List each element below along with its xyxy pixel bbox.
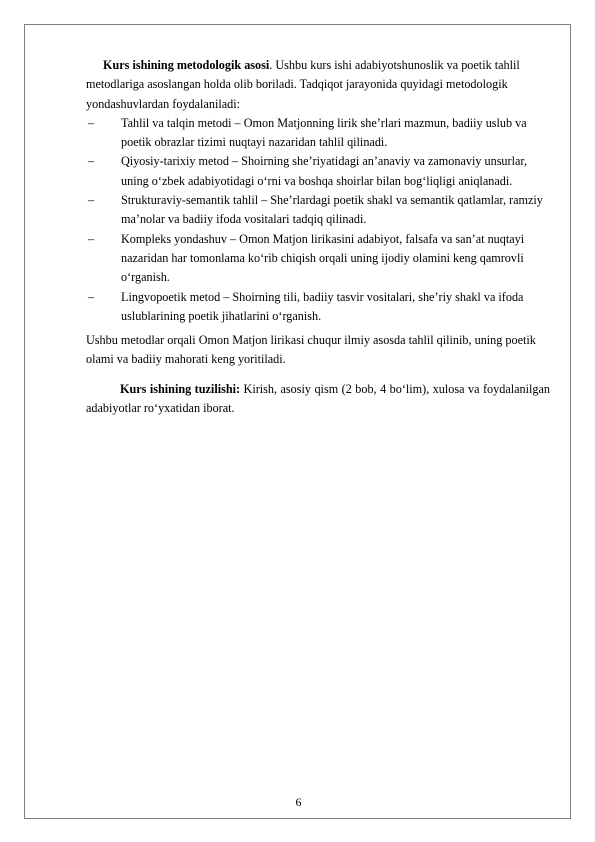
list-item (86, 288, 550, 327)
dash-bullet: – (88, 289, 95, 304)
document-page (24, 24, 571, 819)
page-number: 6 (295, 795, 302, 809)
summary-paragraph: Ushbu metodlar orqali Omon Matjon lirikasi chuqur ilmiy asosda tahlil qilinib, uning poetik olami va badiiy mahorati keng yoritiladi. (86, 333, 536, 367)
structure-text: Kirish, asosiy qism (2 bob, 4 bo‘lim), xulosa va foydalanilgan adabiyotlar ro‘yxatidan iborat. (86, 381, 550, 416)
list-item (86, 191, 550, 230)
method-text: Tahlil va talqin metodi – Omon Matjonning lirik she’rlari mazmun, badiiy uslub va poetik obrazlar tizimi nuqtayi nazaridan tahlil qilinadi. (121, 115, 527, 150)
methodology-text: . Ushbu kurs ishi adabiyotshunoslik va poetik tahlil metodlariga asoslangan holda olib boriladi. Tadqiqot jarayonida quyidagi metodologik yondashuvlardan foydalaniladi: (86, 58, 520, 111)
list-item (86, 230, 550, 288)
methodology-paragraph (86, 56, 550, 114)
methodology-heading: Kurs ishining metodologik asosi (103, 58, 270, 72)
structure-paragraph (86, 380, 550, 419)
method-text: Qiyosiy-tarixiy metod – Shoirning she’riyatidagi an’anaviy va zamonaviy unsurlar, uning o‘zbek adabiyotidagi o‘rni va boshqa shoirlar bilan bog‘liqligi aniqlanadi. (121, 154, 528, 188)
dash-bullet: – (88, 193, 95, 208)
methods-list (86, 114, 550, 326)
list-item (86, 114, 550, 153)
method-text: Strukturaviy-semantik tahlil – She’rlardagi poetik shakl va semantik qatlamlar, ramziy ma’nolar va badiiy ifoda vositalari tadqiq qilinadi. (121, 193, 543, 227)
dash-bullet: – (88, 231, 95, 246)
dash-bullet: – (88, 154, 95, 169)
method-text: Kompleks yondashuv – Omon Matjon lirikasini adabiyot, falsafa va san’at nuqtayi nazaridan har tomonlama ko‘rib chiqish orqali uning ijodiy olamini keng qamrovli o‘rganish. (121, 231, 525, 285)
dash-bullet: – (88, 115, 95, 130)
list-item (86, 152, 550, 191)
page-content (86, 56, 550, 418)
structure-heading: Kurs ishining tuzilishi: (120, 381, 241, 396)
method-text: Lingvopoetik metod – Shoirning tili, badiiy tasvir vositalari, she’riy shakl va ifoda uslublarining poetik jihatlarini o‘rganish. (121, 289, 524, 323)
